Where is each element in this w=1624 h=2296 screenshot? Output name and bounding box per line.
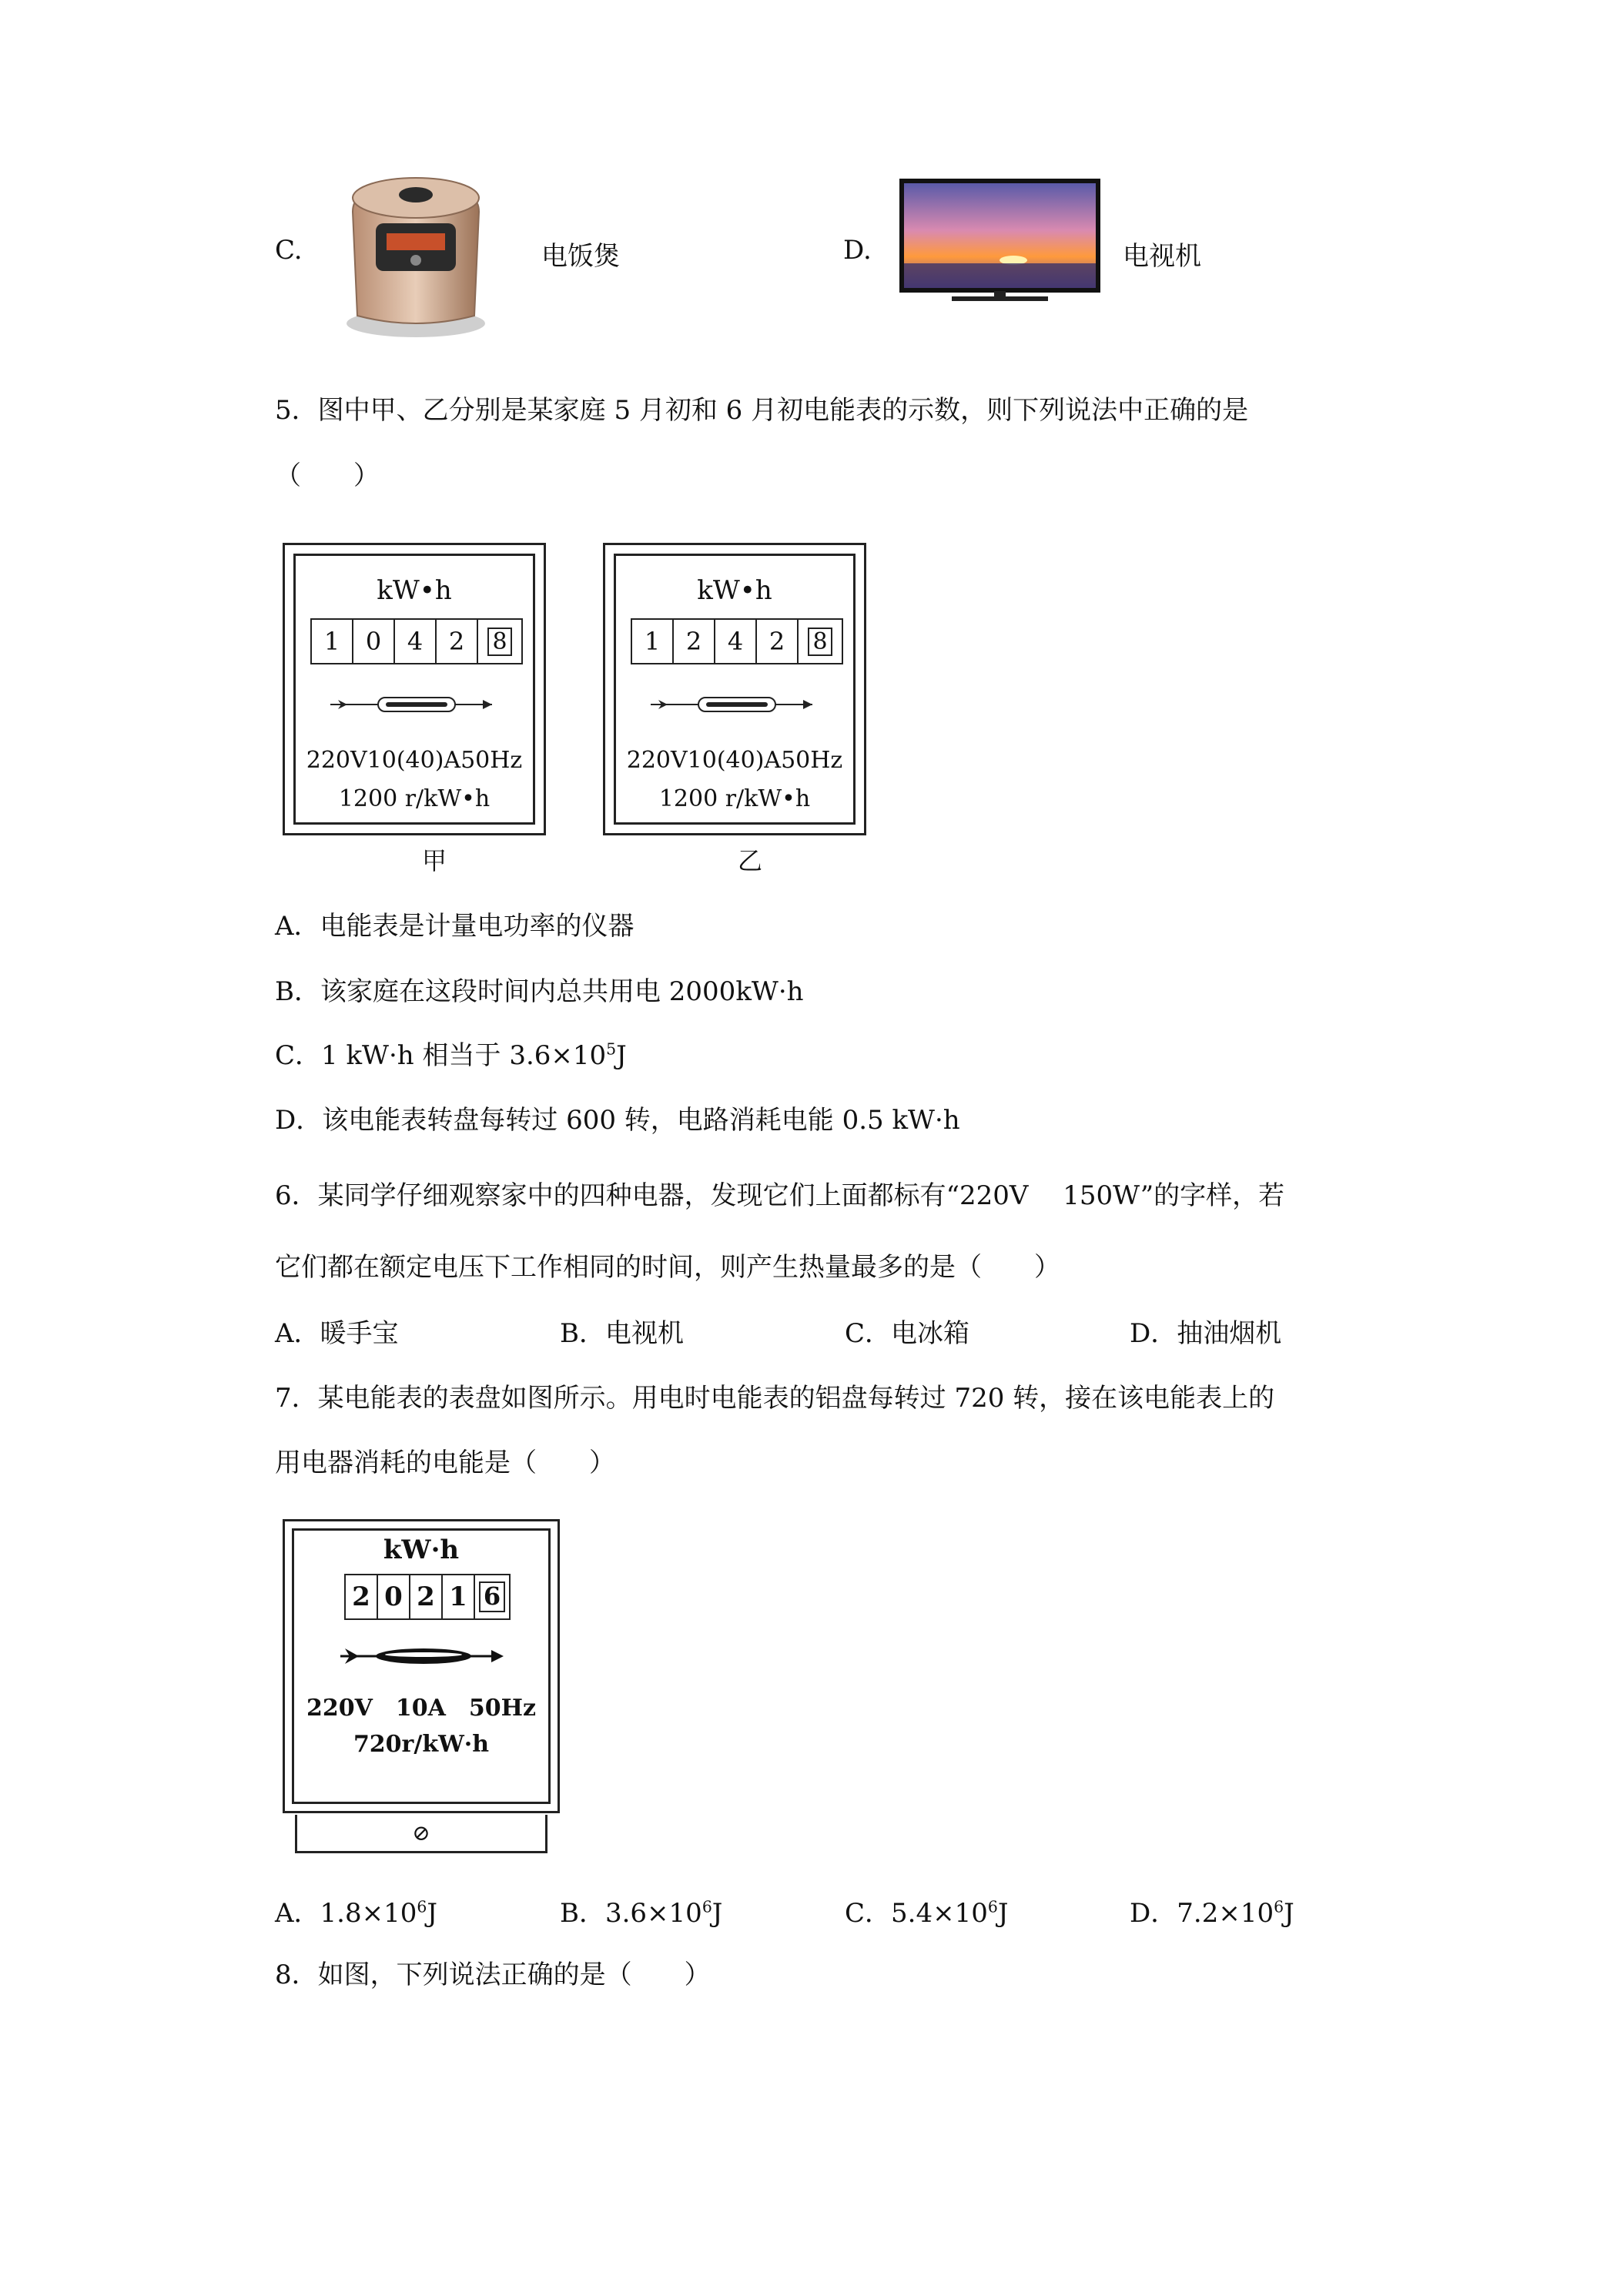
- meter-digits: [310, 618, 523, 664]
- meter-digit: 2: [674, 620, 715, 663]
- meter-label-yi: 乙: [738, 846, 763, 875]
- question-5-paren: （ ）: [275, 460, 380, 491]
- meter-digit-decimal: 6: [475, 1575, 509, 1618]
- meter-rotor-arrow: [330, 693, 500, 716]
- meter-rate: 1200 r/kW•h: [658, 785, 811, 812]
- meter-digit: 4: [395, 620, 437, 663]
- option-c-letter: C.: [275, 235, 303, 266]
- q7-option-c: C．$5.4\times 10^6J$: [845, 1897, 1009, 1929]
- meter-label-jia: 甲: [422, 846, 447, 875]
- meter-yi: [603, 543, 866, 835]
- option-c-label: 电饭煲: [541, 241, 620, 272]
- meter-digit: 2: [346, 1575, 378, 1618]
- meter-digit: 1: [632, 620, 674, 663]
- meter-q7: [283, 1519, 560, 1813]
- option-d-label: 电视机: [1123, 241, 1201, 272]
- meter-digit: 2: [437, 620, 478, 663]
- q6-option-c: C．电冰箱: [845, 1318, 970, 1349]
- meter-digits: [344, 1574, 511, 1620]
- meter-base: [295, 1815, 547, 1853]
- q7-option-b: B．$3.6\times 10^6J$: [560, 1897, 723, 1929]
- q6-option-a: A．暖手宝: [275, 1318, 399, 1349]
- question-6-line-1: 6．某同学仔细观察家中的四种电器，发现它们上面都标有“220V 150W”的字样，若: [275, 1180, 1285, 1211]
- question-5-stem: 5．图中甲、乙分别是某家庭 5 月初和 6 月初电能表的示数，则下列说法中正确的是: [275, 395, 1249, 426]
- meter-jia: [283, 543, 546, 835]
- q5-option-c: C．1 kW·h 相当于 $3.6\times 10^5J$: [275, 1039, 627, 1071]
- meter-spec: 220V 10A 50Hz: [306, 1695, 537, 1722]
- question-8-stem: 8．如图，下列说法正确的是（ ）: [275, 1960, 711, 1990]
- q7-option-d: D．$7.2\times 10^6J$: [1130, 1897, 1294, 1929]
- meter-digit: 0: [353, 620, 395, 663]
- meter-digit: 2: [757, 620, 799, 663]
- meter-digit: 0: [378, 1575, 410, 1618]
- meter-digit-decimal: 8: [799, 620, 842, 663]
- meter-digit-decimal: 8: [478, 620, 521, 663]
- meter-digits: [631, 618, 843, 664]
- meter-rotor-arrow: [340, 1642, 506, 1670]
- meter-digit: 1: [312, 620, 353, 663]
- q7-option-a: A．$1.8\times 10^6J$: [275, 1897, 438, 1929]
- meter-spec: 220V10(40)A50Hz: [306, 747, 523, 774]
- question-6-line-2: 它们都在额定电压下工作相同的时间，则产生热量最多的是（ ）: [275, 1252, 1060, 1283]
- question-7-line-1: 7．某电能表的表盘如图所示。用电时电能表的铝盘每转过 720 转，接在该电能表上的: [275, 1383, 1275, 1414]
- q5-option-d: D．该电能表转盘每转过 600 转，电路消耗电能 0.5 kW·h: [275, 1105, 960, 1136]
- meter-spec: 220V10(40)A50Hz: [626, 747, 843, 774]
- q6-option-b: B．电视机: [560, 1318, 684, 1349]
- meter-terminal-symbol: ⊘: [412, 1820, 430, 1846]
- q6-option-d: D．抽油烟机: [1130, 1318, 1282, 1349]
- q5-option-b: B．该家庭在这段时间内总共用电 2000kW·h: [275, 976, 804, 1007]
- meter-rate: 1200 r/kW•h: [338, 785, 491, 812]
- meter-unit: kW•h: [697, 575, 772, 606]
- option-d-letter: D.: [843, 235, 872, 266]
- meter-digit: 1: [443, 1575, 475, 1618]
- meter-unit: kW•h: [377, 575, 452, 606]
- meter-rate: 720r/kW·h: [353, 1731, 490, 1758]
- q5-option-a: A．电能表是计量电功率的仪器: [275, 911, 635, 942]
- television-image: [898, 177, 1102, 308]
- rice-cooker-image: [339, 166, 493, 343]
- meter-unit: kW·h: [383, 1535, 460, 1565]
- question-7-line-2: 用电器消耗的电能是（ ）: [275, 1448, 615, 1478]
- meter-digit: 4: [715, 620, 757, 663]
- meter-rotor-arrow: [651, 693, 820, 716]
- meter-digit: 2: [410, 1575, 443, 1618]
